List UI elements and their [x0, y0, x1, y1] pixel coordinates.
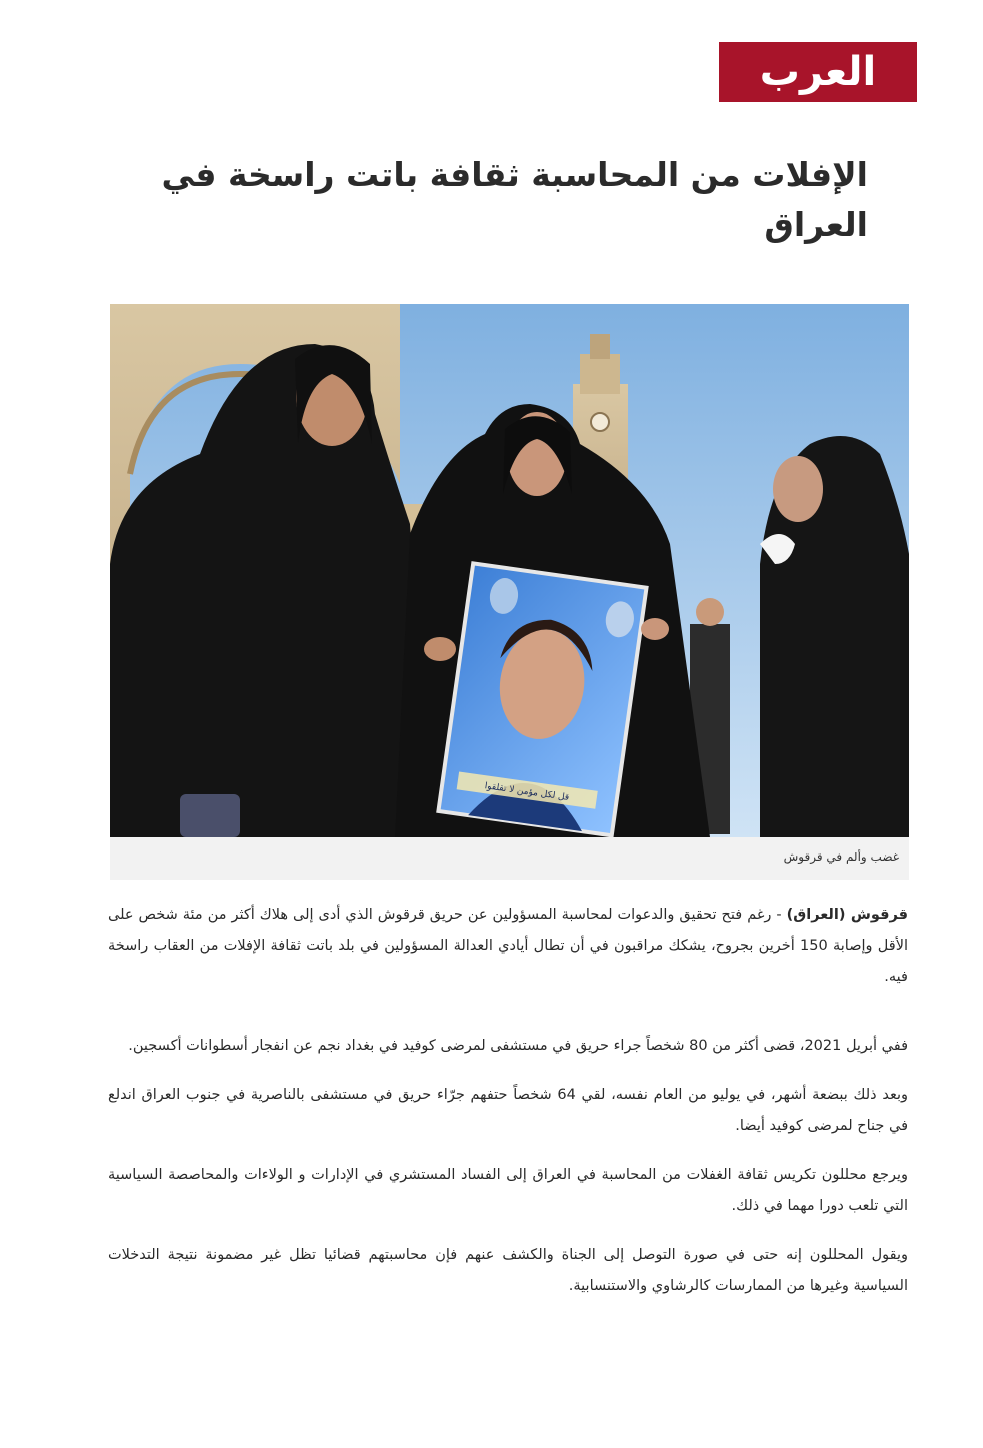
- article-body: [108, 900, 908, 1320]
- poster-banner-text: قل لكل مؤمن لا تقلقوا: [484, 781, 570, 803]
- site-logo[interactable]: [719, 42, 917, 102]
- paragraph: ففي أبريل 2021، قضى أكثر من 80 شخصاً جراء حريق في مستشفى لمرضى كوفيد في بغداد نجم عن انفجار أسطوانات أكسجين.: [128, 1038, 908, 1054]
- article-photo: [110, 304, 909, 837]
- photo-caption: غضب وألم في قرقوش: [783, 850, 899, 864]
- photo-illustration: [110, 304, 909, 837]
- paragraph: ويقول المحللون إنه حتى في صورة التوصل إلى الجناة والكشف عنهم فإن محاسبتهم قضائيا تظل غير مضمونة نتيجة التدخلات السياسية وغيرها من الممارسات كالرشاوي والاستنسابية.: [108, 1247, 908, 1294]
- paragraph: وبعد ذلك ببضعة أشهر، في يوليو من العام نفسه، لقي 64 شخصاً حتفهم جرّاء حريق في مستشفى بالناصرية في جنوب العراق اندلع في جناح لمرضى كوفيد أيضا.: [108, 1087, 908, 1134]
- paragraph: ويرجع محللون تكريس ثقافة الغفلات من المحاسبة في العراق إلى الفساد المستشري في الإدارات و الولاءات والمحاصصة السياسية التي تلعب دورا مهما في ذلك.: [108, 1167, 908, 1214]
- logo-text: العرب: [759, 49, 877, 95]
- lead-paragraph: [108, 900, 908, 993]
- lead-text: - رغم فتح تحقيق والدعوات لمحاسبة المسؤولين عن حريق قرقوش الذي أدى إلى هلاك أكثر من مئة شخص على الأقل وإصابة 150 أخرين بجروح، يشكك مراقبون في أن تطال أيادي العدالة المسؤولين في بلد باتت ثقافة الإفلات من العقاب راسخة فيه.: [108, 907, 909, 985]
- dateline: قرقوش (العراق): [786, 907, 908, 923]
- article-title: الإفلات من المحاسبة ثقافة باتت راسخة في العراق: [161, 155, 868, 244]
- article-figure: [110, 304, 909, 880]
